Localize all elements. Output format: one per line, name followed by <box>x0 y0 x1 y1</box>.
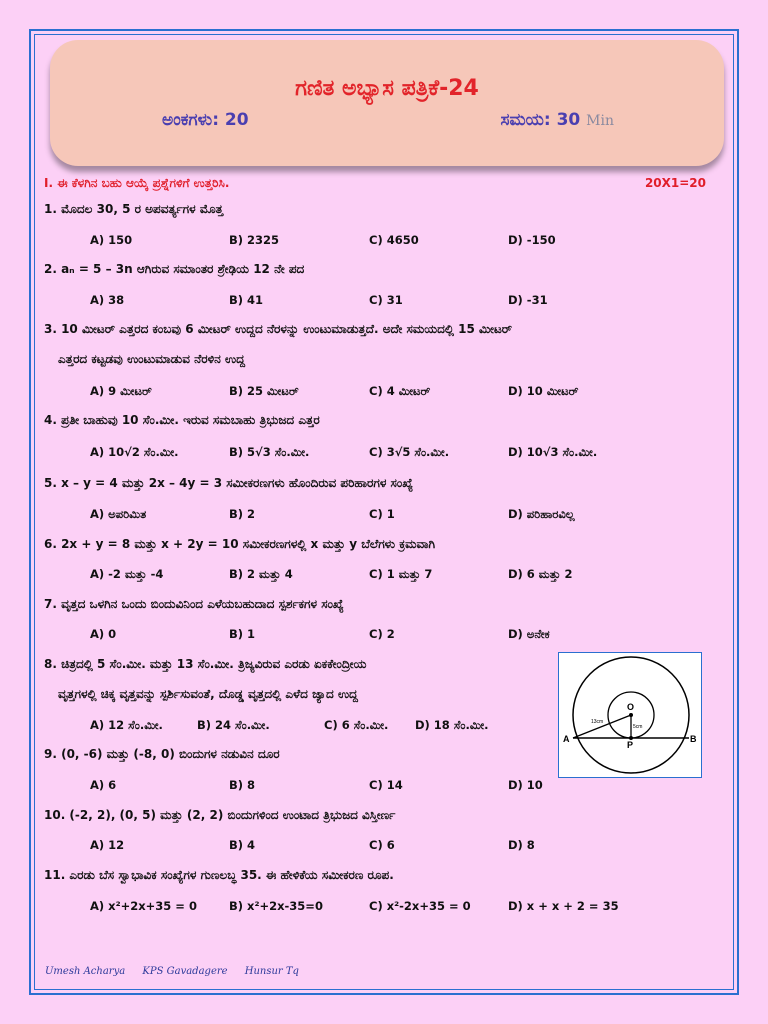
option-d[interactable]: D) 10 <box>508 778 543 792</box>
header-panel <box>50 40 724 166</box>
question-11: 11. ಎರಡು ಬೆಸ ಸ್ವಾಭಾವಿಕ ಸಂಖ್ಯೆಗಳ ಗುಣಲಬ್ಧ 35. ಈ ಹೇಳಿಕೆಯ ಸಮೀಕರಣ ರೂಪ. <box>44 868 394 882</box>
question-6: 6. 2x + y = 8 ಮತ್ತು x + 2y = 10 ಸಮೀಕರಣಗಳಲ್ಲಿ x ಮತ್ತು y ಬೆಲೆಗಳು ಕ್ರಮವಾಗಿ <box>44 537 436 551</box>
option-c[interactable]: C) 6 ಸೆಂ.ಮೀ. <box>324 718 389 732</box>
concentric-circles-figure <box>558 652 702 778</box>
option-b[interactable]: B) 8 <box>229 778 256 792</box>
option-c[interactable]: C) 2 <box>369 627 395 641</box>
option-b[interactable]: B) 1 <box>229 627 256 641</box>
option-b[interactable]: B) 41 <box>229 293 264 307</box>
label-p: P <box>627 740 634 750</box>
question-1: 1. ಮೊದಲ 30, 5 ರ ಅಪವರ್ತ್ಯಗಳ ಮೊತ್ತ <box>44 202 224 216</box>
option-c[interactable]: C) 1 ಮತ್ತು 7 <box>369 567 433 581</box>
question-2: 2. aₙ = 5 – 3n ಆಗಿರುವ ಸಮಾಂತರ ಶ್ರೇಢಿಯ 12 ನೇ ಪದ <box>44 262 305 276</box>
option-d[interactable]: D) -31 <box>508 293 548 307</box>
option-b[interactable]: B) 2 ಮತ್ತು 4 <box>229 567 293 581</box>
question-10: 10. (-2, 2), (0, 5) ಮತ್ತು (2, 2) ಬಿಂದುಗಳಿಂದ ಉಂಟಾದ ತ್ರಿಭುಜದ ವಿಸ್ತೀರ್ಣ <box>44 808 396 822</box>
footer-place: Hunsur Tq <box>244 966 299 977</box>
option-c[interactable]: C) 1 <box>369 507 395 521</box>
option-d[interactable]: D) ಅನೇಕ <box>508 627 550 641</box>
time-unit: Min <box>586 113 614 129</box>
option-c[interactable]: C) x²-2x+35 = 0 <box>369 899 471 913</box>
label-5cm: 5cm <box>633 724 643 730</box>
option-c[interactable]: C) 14 <box>369 778 403 792</box>
section-heading <box>44 176 706 191</box>
footer-author: Umesh Acharya <box>45 966 126 977</box>
option-d[interactable]: D) -150 <box>508 233 556 247</box>
time-value: ಸಮಯ: 30 <box>500 110 581 130</box>
figure-diagram <box>559 653 701 777</box>
option-a[interactable]: A) 12 ಸೆಂ.ಮೀ. <box>90 718 163 732</box>
label-13cm: 13cm <box>591 719 604 725</box>
question-8: 8. ಚಿತ್ರದಲ್ಲಿ 5 ಸೆಂ.ಮೀ. ಮತ್ತು 13 ಸೆಂ.ಮೀ. ತ್ರಿಜ್ಯವಿರುವ ಎರಡು ಏಕಕೇಂದ್ರೀಯ <box>44 657 367 671</box>
question-3-line2: ಎತ್ತರದ ಕಟ್ಟಡವು ಉಂಟುಮಾಡುವ ನೆರಳಿನ ಉದ್ದ <box>58 352 245 366</box>
question-9: 9. (0, -6) ಮತ್ತು (-8, 0) ಬಿಂದುಗಳ ನಡುವಿನ ದೂರ <box>44 747 280 761</box>
option-b[interactable]: B) x²+2x-35=0 <box>229 899 323 913</box>
option-c[interactable]: C) 4650 <box>369 233 419 247</box>
section-instruction: I. ಈ ಕೆಳಗಿನ ಬಹು ಆಯ್ಕೆ ಪ್ರಶ್ನೆಗಳಿಗೆ ಉತ್ತರಿಸಿ. <box>44 176 230 190</box>
option-a[interactable]: A) 38 <box>90 293 125 307</box>
footer-credit <box>45 966 313 977</box>
option-d[interactable]: D) 8 <box>508 838 535 852</box>
option-b[interactable]: B) 2 <box>229 507 256 521</box>
label-a: A <box>563 734 570 744</box>
option-a[interactable]: A) 12 <box>90 838 125 852</box>
question-3: 3. 10 ಮೀಟರ್ ಎತ್ತರದ ಕಂಬವು 6 ಮೀಟರ್ ಉದ್ದದ ನೆರಳನ್ನು ಉಂಟುಮಾಡುತ್ತದೆ. ಅದೇ ಸಮಯದಲ್ಲಿ 15 ಮೀಟರ್ <box>44 322 513 336</box>
option-c[interactable]: C) 6 <box>369 838 395 852</box>
time-label <box>500 110 614 130</box>
page-title: ಗಣಿತ ಅಭ್ಯಾಸ ಪತ್ರಿಕೆ-24 <box>295 76 479 101</box>
option-c[interactable]: C) 31 <box>369 293 403 307</box>
label-o: O <box>627 702 635 712</box>
option-a[interactable]: A) 150 <box>90 233 133 247</box>
question-5: 5. x – y = 4 ಮತ್ತು 2x – 4y = 3 ಸಮೀಕರಣಗಳು ಹೊಂದಿರುವ ಪರಿಹಾರಗಳ ಸಂಖ್ಯೆ <box>44 476 414 490</box>
option-d[interactable]: D) x + x + 2 = 35 <box>508 899 619 913</box>
option-a[interactable]: A) 10√2 ಸೆಂ.ಮೀ. <box>90 445 179 459</box>
option-b[interactable]: B) 5√3 ಸೆಂ.ಮೀ. <box>229 445 310 459</box>
question-8-line2: ವೃತ್ತಗಳಲ್ಲಿ ಚಿಕ್ಕ ವೃತ್ತವನ್ನು ಸ್ಪರ್ಶಿಸುವಂತೆ, ದೊಡ್ಡ ವೃತ್ತದಲ್ಲಿ ಎಳೆದ ಜ್ಯಾದ ಉದ್ದ <box>58 687 358 701</box>
option-a[interactable]: A) 0 <box>90 627 117 641</box>
option-c[interactable]: C) 4 ಮೀಟರ್ <box>369 384 431 398</box>
option-a[interactable]: A) 6 <box>90 778 117 792</box>
option-b[interactable]: B) 25 ಮೀಟರ್ <box>229 384 299 398</box>
label-b: B <box>690 734 697 744</box>
option-b[interactable]: B) 24 ಸೆಂ.ಮೀ. <box>197 718 270 732</box>
option-c[interactable]: C) 3√5 ಸೆಂ.ಮೀ. <box>369 445 450 459</box>
marks-label: ಅಂಕಗಳು: 20 <box>162 110 249 130</box>
option-a[interactable]: A) x²+2x+35 = 0 <box>90 899 197 913</box>
option-d[interactable]: D) ಪರಿಹಾರವಿಲ್ಲ <box>508 507 575 521</box>
option-a[interactable]: A) -2 ಮತ್ತು -4 <box>90 567 164 581</box>
section-score: 20X1=20 <box>644 176 706 190</box>
option-a[interactable]: A) ಅಪರಿಮಿತ <box>90 507 147 521</box>
option-d[interactable]: D) 10 ಮೀಟರ್ <box>508 384 579 398</box>
option-d[interactable]: D) 18 ಸೆಂ.ಮೀ. <box>415 718 489 732</box>
option-a[interactable]: A) 9 ಮೀಟರ್ <box>90 384 152 398</box>
option-d[interactable]: D) 10√3 ಸೆಂ.ಮೀ. <box>508 445 598 459</box>
question-7: 7. ವೃತ್ತದ ಒಳಗಿನ ಒಂದು ಬಿಂದುವಿನಿಂದ ಎಳೆಯಬಹುದಾದ ಸ್ಪರ್ಶಕಗಳ ಸಂಖ್ಯೆ <box>44 597 344 611</box>
question-4: 4. ಪ್ರತೀ ಬಾಹುವು 10 ಸೆಂ.ಮೀ. ಇರುವ ಸಮಬಾಹು ತ್ರಿಭುಜದ ಎತ್ತರ <box>44 413 320 427</box>
option-b[interactable]: B) 4 <box>229 838 256 852</box>
option-d[interactable]: D) 6 ಮತ್ತು 2 <box>508 567 573 581</box>
footer-school: KPS Gavadagere <box>142 966 228 977</box>
option-b[interactable]: B) 2325 <box>229 233 280 247</box>
